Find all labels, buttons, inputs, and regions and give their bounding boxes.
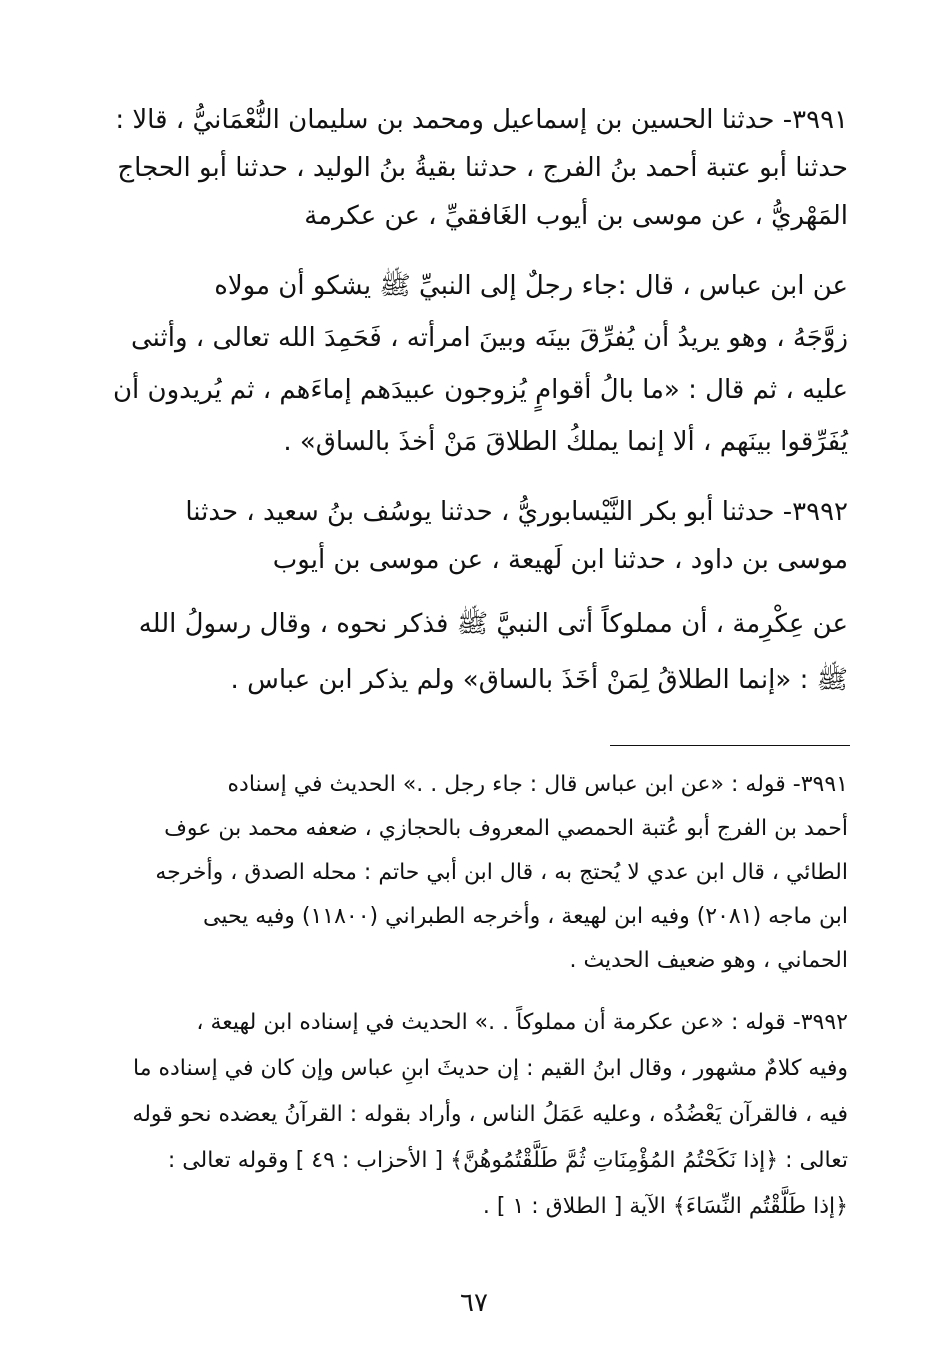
footnote-3992-line-1: ٣٩٩٢- قوله : «عن عكرمة أن مملوكاً . .» الحديث في إسناده ابن لهيعة ، xyxy=(196,1010,848,1035)
hadith-3992-chain-line-1: ٣٩٩٢- حدثنا أبو بكر النَّيْسابوريُّ ، حدثنا يوسُف بنُ سعيد ، حدثنا xyxy=(185,497,848,527)
footnote-3991-line-2: أحمد بن الفرج أبو عُتبة الحمصي المعروف بالحجازي ، ضعفه محمد بن عوف xyxy=(164,816,848,841)
footnote-3992-line-4: تعالى : ﴿إذا نَكَحْتُمُ المُؤْمِنَاتِ ثُمَّ طَلَّقْتُمُوهُنَّ﴾ [ الأحزاب : ٤٩ ] وقوله تعالى : xyxy=(167,1148,848,1173)
footnote-3991-line-3: الطائي ، قال ابن عدي لا يُحتج به ، قال ابن أبي حاتم : محله الصدق ، وأخرجه xyxy=(155,860,848,885)
hadith-3991-text-line-1: عن ابن عباس ، قال :جاء رجلٌ إلى النبيِّ ﷺ يشكو أن مولاه xyxy=(214,271,848,301)
footnote-3991-line-4: ابن ماجه (٢٠٨١) وفيه ابن لهيعة ، وأخرجه الطبراني (١١٨٠٠) وفيه يحيى xyxy=(203,904,848,929)
hadith-3991-chain-line-1: ٣٩٩١- حدثنا الحسين بن إسماعيل ومحمد بن سليمان النُّعْمَانيُّ ، قالا : xyxy=(115,105,848,135)
footnote-3992-line-3: فيه ، فالقرآن يَعْضُدُه ، وعليه عَمَلُ الناس ، وأراد بقوله : القرآنُ يعضده نحو قوله xyxy=(132,1102,848,1127)
hadith-3991-text-line-4: يُفَرِّقوا بينَهم ، ألا إنما يملكُ الطلاقَ مَنْ أخذَ بالساق» . xyxy=(283,427,848,457)
hadith-3991-text-line-2: زوَّجَهُ ، وهو يريدُ أن يُفرِّقَ بينَه وبينَ امرأته ، فَحَمِدَ الله تعالى ، وأثنى xyxy=(131,323,848,353)
hadith-3991-chain-line-2: حدثنا أبو عتبة أحمد بنُ الفرج ، حدثنا بقيةُ بنُ الوليد ، حدثنا أبو الحجاج xyxy=(117,153,848,183)
footnote-3991-line-1: ٣٩٩١- قوله : «عن ابن عباس قال : جاء رجل . .» الحديث في إسناده xyxy=(227,772,848,797)
footnote-3992-line-2: وفيه كلامٌ مشهور ، وقال ابنُ القيم : إن حديثَ ابنِ عباس وإن كان في إسناده ما xyxy=(133,1056,848,1081)
footnote-3992-line-5: ﴿إذا طَلَّقْتُم النِّسَاءَ﴾ الآية [ الطلاق : ١ ] . xyxy=(482,1194,848,1219)
hadith-3991-chain-line-3: المَهْريُّ ، عن موسى بن أيوب الغَافقيِّ ، عن عكرمة xyxy=(304,201,848,231)
footnote-divider xyxy=(610,745,850,746)
footnote-3991-line-5: الحماني ، وهو ضعيف الحديث . xyxy=(569,948,848,973)
hadith-3992-chain-line-2: موسى بن داود ، حدثنا ابن لَهيعة ، عن موسى بن أيوب xyxy=(272,545,848,575)
hadith-3992-text-line-1: عن عِكْرِمة ، أن مملوكاً أتى النبيَّ ﷺ فذكر نحوه ، وقال رسولُ الله xyxy=(138,609,848,639)
page-number: ٦٧ xyxy=(460,1288,488,1318)
hadith-3991-text-line-3: عليه ، ثم قال : «ما بالُ أقوامٍ يُزوجون عبيدَهم إماءَهم ، ثم يُريدون أن xyxy=(112,375,848,405)
hadith-3992-text-line-2: ﷺ : «إنما الطلاقُ لِمَنْ أخَذَ بالساق» ولم يذكر ابن عباس . xyxy=(230,665,848,695)
